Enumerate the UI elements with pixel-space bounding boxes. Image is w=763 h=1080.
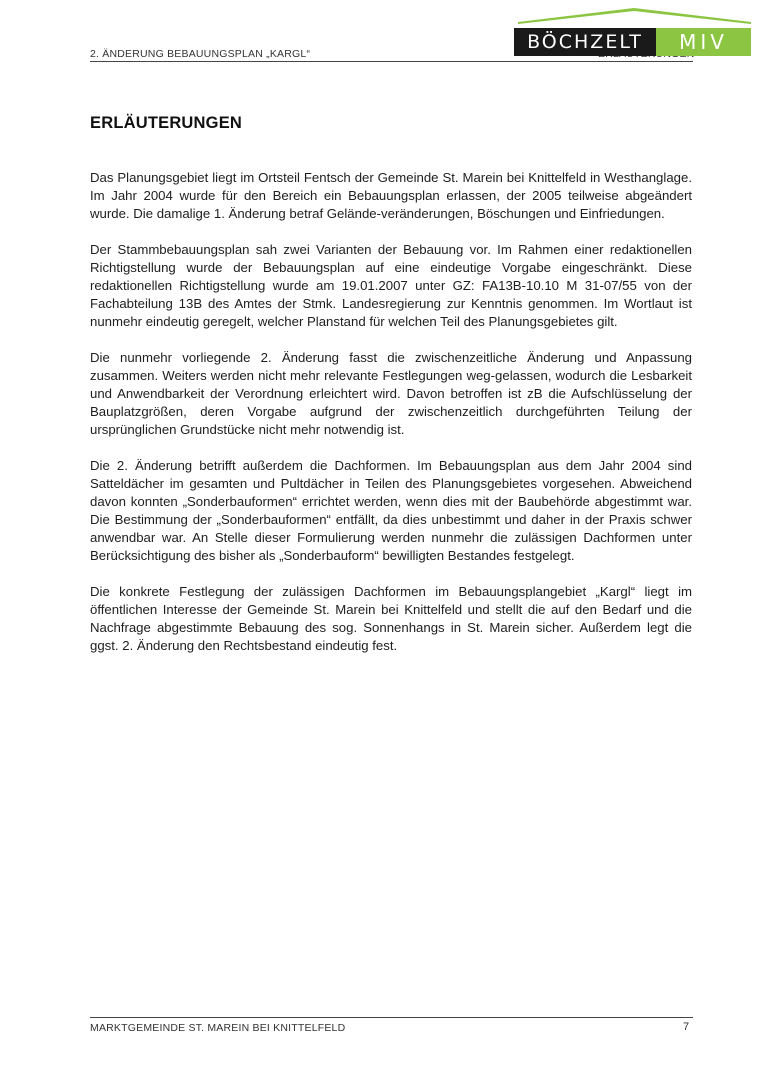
paragraph: Die 2. Änderung betrifft außerdem die Dachformen. Im Bebauungsplan aus dem Jahr 2004 sind Satteldächer im gesamten und Pultdächer in Teilen des Planungsgebietes vorgesehen. Abweichend davon konnten „Sonderbauformen“ errichtet werden, wenn dies mit der Baubehörde abgestimmt war. Die Bestimmung der „Sonderbauformen“ entfällt, da dies unbestimmt und daher in der Praxis schwer anwendbar war. An Stelle dieser Formulierung werden nunmehr die zulässigen Dachformen unter Berücksichtigung des bisher als „Sonderbauform“ bewilligten Bestandes festgelegt. — [90, 458, 692, 563]
paragraph: Die konkrete Festlegung der zulässigen Dachformen im Bebauungsplangebiet „Kargl“ liegt im öffentlichen Interesse der Gemeinde St. Marein bei Knittelfeld und stellt die auf den Bedarf und die Nachfrage abgestimmte Bebauung des sog. Sonnenhangs in St. Marein sicher. Außerdem legt die ggst. 2. Änderung den Rechtsbestand eindeutig fest. — [90, 584, 692, 653]
logo-roof-icon — [506, 4, 761, 30]
header-divider — [90, 61, 693, 62]
paragraph: Der Stammbebauungsplan sah zwei Varianten der Bebauung vor. Im Rahmen einer redaktionellen Richtigstellung wurde der Bebauungsplan auf eine eindeutige Vorgabe eingeschränkt. Diese redaktionellen Richtigstellung wurde am 19.01.2007 unter GZ: FA13B-10.10 M 31-07/55 von der Fachabteilung 13B des Amtes der Stmk. Landesregierung zur Kenntnis genommen. Im Wortlaut ist nunmehr eindeutig geregelt, welcher Planstand für welchen Teil des Planungsgebietes gilt. — [90, 242, 692, 329]
logo-name: BÖCHZELT — [514, 28, 656, 56]
paragraph: Das Planungsgebiet liegt im Ortsteil Fentsch der Gemeinde St. Marein bei Knittelfeld in Westhanglage. Im Jahr 2004 wurde für den Bereich ein Bebauungsplan erlassen, der 2005 teilweise abgeändert wurde. Die damalige 1. Änderung betraf Gelände-veränderungen, Böschungen und Einfriedungen. — [90, 170, 692, 221]
company-logo — [506, 4, 761, 56]
logo-wordmark — [514, 28, 751, 56]
footer-municipality: MARKTGEMEINDE ST. MAREIN BEI KNITTELFELD — [90, 1022, 346, 1034]
logo-suffix: MIV — [656, 28, 751, 56]
footer-divider — [90, 1017, 693, 1018]
paragraph: Die nunmehr vorliegende 2. Änderung fasst die zwischenzeitliche Änderung und Anpassung zusammen. Weiters werden nicht mehr relevante Festlegungen weg-gelassen, wodurch die Lesbarkeit und Anwendbarkeit der Verordnung erleichtert wird. Davon betroffen ist zB die Aufschlüsselung der Bauplatzgrößen, deren Vorgabe aufgrund der zwischenzeitlich durchgeführten Teilung der ursprünglichen Grundstücke nicht mehr notwendig ist. — [90, 350, 692, 437]
page-title: ERLÄUTERUNGEN — [90, 114, 243, 132]
page-number: 7 — [683, 1021, 690, 1033]
body-text — [90, 169, 692, 673]
header-document-title: 2. ÄNDERUNG BEBAUUNGSPLAN „KARGL“ — [90, 48, 311, 60]
